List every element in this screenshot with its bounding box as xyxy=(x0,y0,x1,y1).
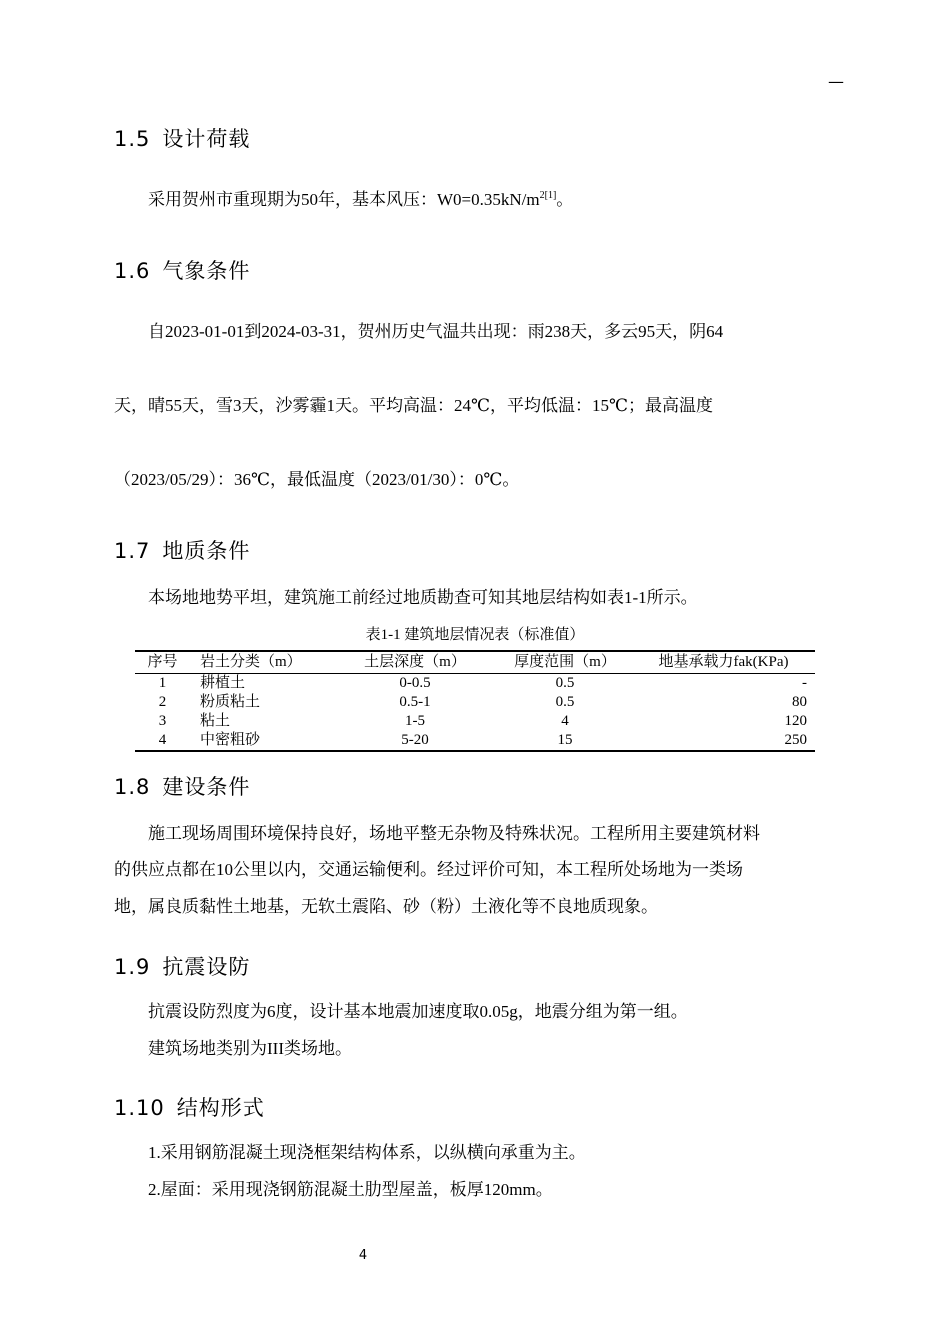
heading-number: 1.8 xyxy=(114,775,151,799)
table-cell: 粉质粘土 xyxy=(200,694,261,710)
table-cell: 0.5-1 xyxy=(399,694,431,710)
table-cell: 4 xyxy=(135,731,190,751)
heading-title: 设计荷载 xyxy=(162,127,251,151)
text: 采用贺州市重现期为50年，基本风压：W0=0.35kN/m xyxy=(148,190,540,209)
table-cell: 0-0.5 xyxy=(399,675,431,691)
page-number: 4 xyxy=(358,1248,368,1263)
table-cell: 4 xyxy=(561,713,569,729)
header-cell: 厚度范围（m） xyxy=(490,651,640,674)
heading-1-10 xyxy=(114,1094,265,1122)
table-header-row xyxy=(135,651,815,674)
heading-1-9 xyxy=(114,953,250,981)
weather-line-2: 天，晴55天，雪3天，沙雾霾1天。平均高温：24℃，平均低温：15℃；最高温度 xyxy=(114,396,714,415)
heading-title: 地质条件 xyxy=(162,539,251,563)
heading-title: 结构形式 xyxy=(176,1096,265,1120)
heading-1-7 xyxy=(114,537,250,565)
table-row xyxy=(135,674,815,694)
paragraph-wind-pressure xyxy=(148,188,573,212)
table-row xyxy=(135,693,815,712)
table-row xyxy=(135,731,815,751)
header-cell: 岩土分类（m） xyxy=(190,651,340,674)
table-row xyxy=(135,712,815,731)
seismic-line-1: 抗震设防烈度为6度，设计基本地震加速度取0.05g，地震分组为第一组。 xyxy=(148,1002,688,1021)
heading-number: 1.10 xyxy=(114,1096,165,1120)
structure-line-1: 1.采用钢筋混凝土现浇框架结构体系，以纵横向承重为主。 xyxy=(148,1143,586,1162)
header-mark: — xyxy=(828,72,844,91)
table-cell: 1 xyxy=(158,675,167,691)
table-cell: 15 xyxy=(490,731,640,751)
weather-line-1: 自2023-01-01到2024-03-31，贺州历史气温共出现：雨238天，多云95天，阴64 xyxy=(148,322,724,341)
heading-number: 1.5 xyxy=(114,127,151,151)
heading-1-5 xyxy=(114,125,250,153)
heading-1-6 xyxy=(114,257,250,285)
table-cell: 3 xyxy=(158,713,167,729)
construction-line-1: 施工现场周围环境保持良好，场地平整无杂物及特殊状况。工程所用主要建筑材料 xyxy=(148,824,760,843)
table-cell: 0.5 xyxy=(555,694,575,710)
header-cell: 地基承载力fak(KPa) xyxy=(640,651,815,674)
soil-layer-table xyxy=(135,650,815,752)
superscript-citation: 2[1] xyxy=(539,190,557,201)
paragraph-geology: 本场地地势平坦，建筑施工前经过地质勘查可知其地层结构如表1-1所示。 xyxy=(148,588,698,607)
heading-title: 抗震设防 xyxy=(162,955,251,979)
table-cell: 0.5 xyxy=(555,675,575,691)
table-cell: 粘土 xyxy=(200,713,231,729)
structure-line-2: 2.屋面：采用现浇钢筋混凝土肋型屋盖，板厚120mm。 xyxy=(148,1180,553,1199)
weather-line-3: （2023/05/29）：36℃，最低温度（2023/01/30）：0℃。 xyxy=(114,470,520,489)
table-caption: 表1-1 建筑地层情况表（标准值） xyxy=(365,627,585,643)
table-cell: - xyxy=(802,675,807,691)
heading-1-8 xyxy=(114,773,250,801)
table-cell: 80 xyxy=(792,694,807,710)
heading-number: 1.9 xyxy=(114,955,151,979)
table-cell: 1-5 xyxy=(405,713,425,729)
heading-number: 1.7 xyxy=(114,539,151,563)
table-cell: 耕植土 xyxy=(200,675,246,691)
table-cell: 120 xyxy=(784,713,807,729)
construction-line-3: 地，属良质黏性土地基，无软土震陷、砂（粉）土液化等不良地质现象。 xyxy=(114,897,658,916)
heading-title: 建设条件 xyxy=(162,775,251,799)
header-cell: 序号 xyxy=(135,651,190,674)
construction-line-2: 的供应点都在10公里以内，交通运输便利。经过评价可知，本工程所处场地为一类场 xyxy=(114,860,743,879)
table-cell: 5-20 xyxy=(340,731,490,751)
header-cell: 土层深度（m） xyxy=(340,651,490,674)
table-cell: 250 xyxy=(640,731,815,751)
heading-number: 1.6 xyxy=(114,259,151,283)
seismic-line-2: 建筑场地类别为III类场地。 xyxy=(148,1039,352,1058)
text: 。 xyxy=(556,190,574,209)
table-cell: 中密粗砂 xyxy=(190,731,340,751)
heading-title: 气象条件 xyxy=(162,259,251,283)
table-cell: 2 xyxy=(158,694,167,710)
